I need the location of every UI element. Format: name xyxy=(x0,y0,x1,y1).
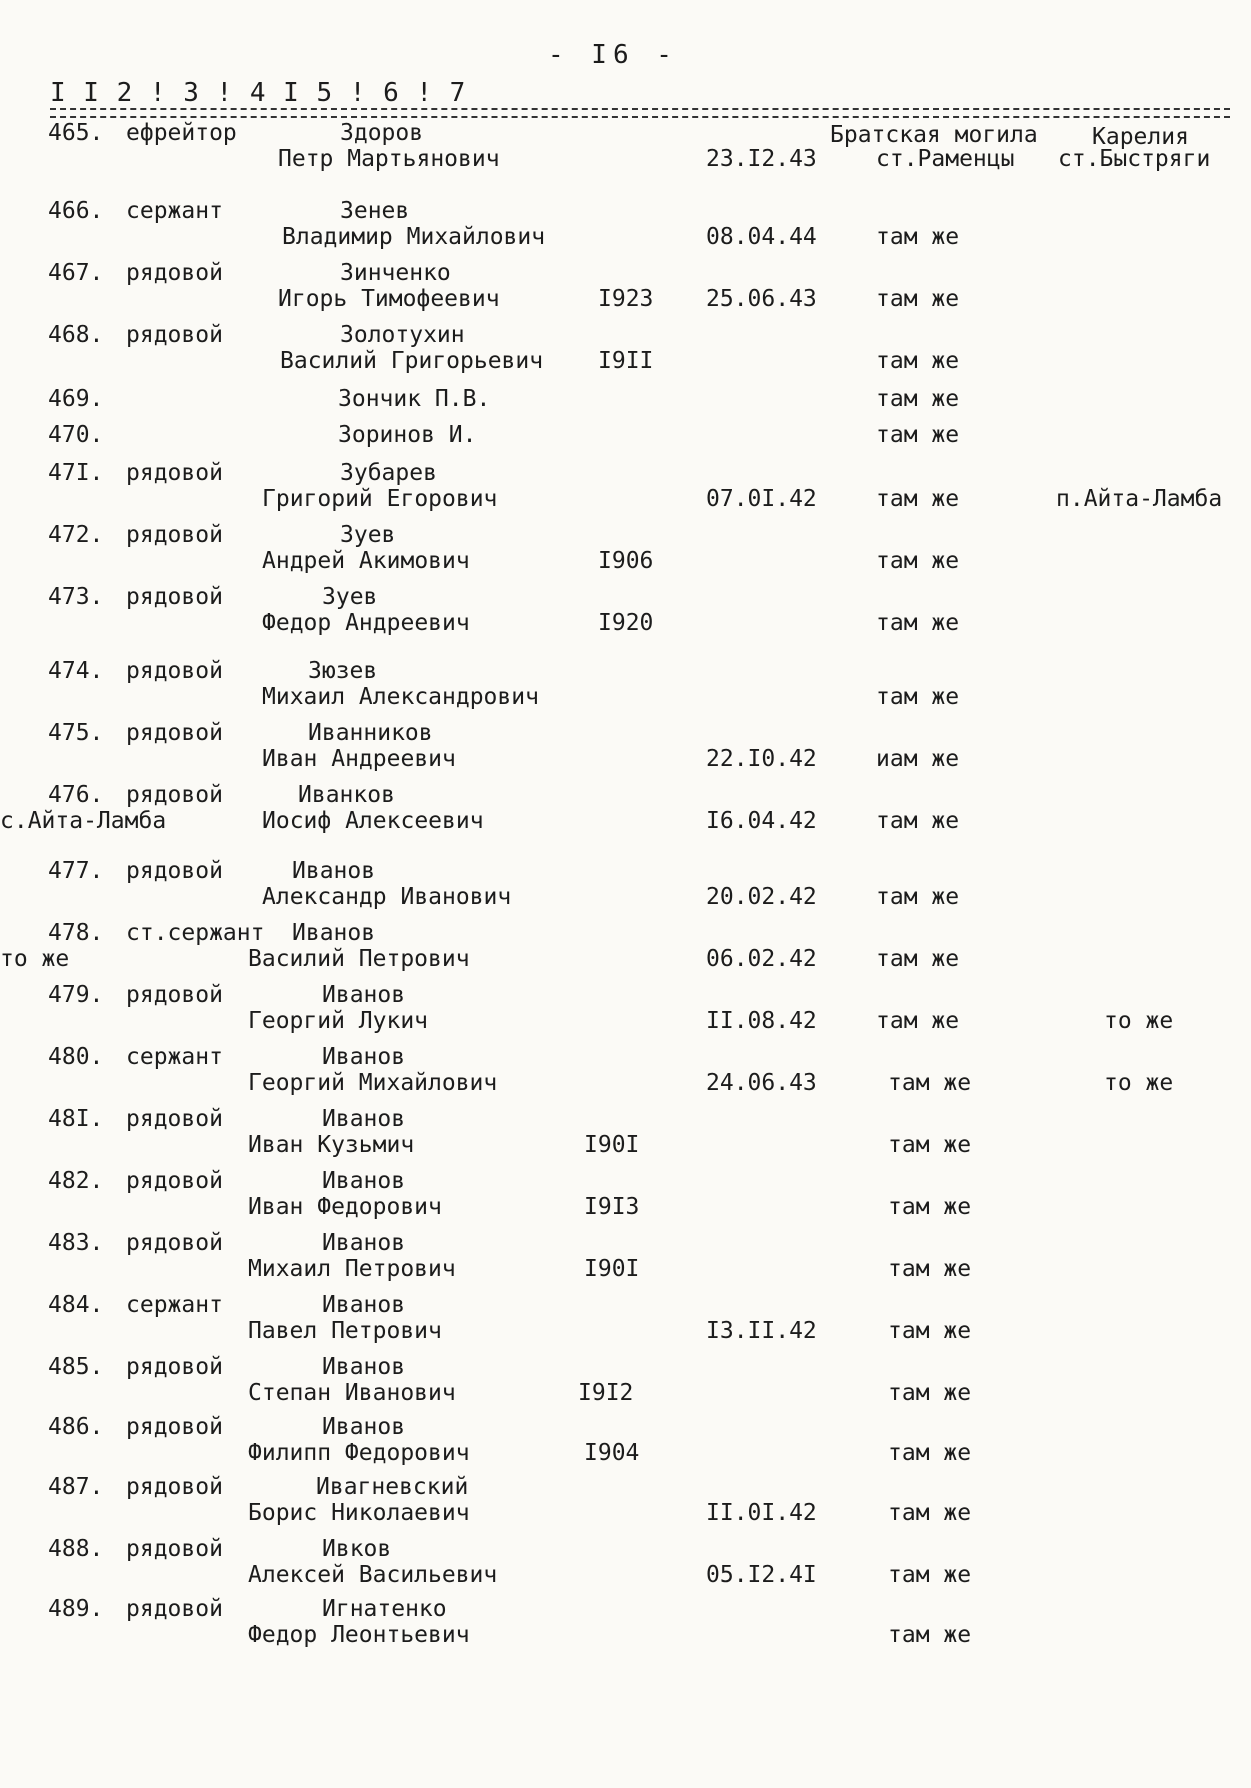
list-item xyxy=(0,782,1251,844)
entry-surname: Зуев xyxy=(322,584,378,610)
entry-burial-place: там же xyxy=(888,1070,972,1096)
entry-birth-year: I9I2 xyxy=(578,1380,634,1406)
entry-number: 473. xyxy=(48,584,104,610)
entry-surname: Иванов xyxy=(322,1044,406,1070)
entry-burial-place: там же xyxy=(876,348,960,374)
entry-number: 468. xyxy=(48,322,104,348)
entry-rank: рядовой xyxy=(126,1596,223,1622)
entry-rank: рядовой xyxy=(126,322,223,348)
entry-surname: Зубарев xyxy=(340,460,437,486)
entry-rank: рядовой xyxy=(126,522,223,548)
entry-rank: рядовой xyxy=(126,584,223,610)
entry-surname: Золотухин xyxy=(340,322,465,348)
entry-given-names: Григорий Егорович xyxy=(262,486,498,512)
entry-rank: сержант xyxy=(126,1044,223,1070)
entry-burial-place: там же xyxy=(876,610,960,636)
entry-given-names: Иван Кузьмич xyxy=(248,1132,415,1158)
entry-birth-year: I90I xyxy=(584,1256,640,1282)
entry-region: п.Айта-Ламба xyxy=(1056,486,1223,512)
entry-surname: Зюзев xyxy=(308,658,378,684)
entry-surname: Иванов xyxy=(322,1168,406,1194)
entry-burial-place: там же xyxy=(876,386,960,412)
entry-surname: Иванов xyxy=(292,858,376,884)
entry-burial-place: иам же xyxy=(876,746,960,772)
entry-rank: сержант xyxy=(126,198,223,224)
entry-number: 488. xyxy=(48,1536,104,1562)
list-item xyxy=(0,460,1251,522)
entry-birth-year: I906 xyxy=(598,548,654,574)
entry-death-date: I3.II.42 xyxy=(706,1318,817,1344)
entry-surname: Зенев xyxy=(340,198,410,224)
entry-birth-year: I923 xyxy=(598,286,654,312)
entry-surname: Иванов xyxy=(322,1414,406,1440)
entry-number: 486. xyxy=(48,1414,104,1440)
entry-burial-place: там же xyxy=(876,286,960,312)
entry-number: 474. xyxy=(48,658,104,684)
entry-number: 482. xyxy=(48,1168,104,1194)
entry-surname: Ивагневский xyxy=(316,1474,469,1500)
entry-given-names: Василий Григорьевич xyxy=(280,348,544,374)
entry-burial-place: там же xyxy=(876,946,960,972)
entry-burial-place: там же xyxy=(888,1562,972,1588)
entry-given-names: Георгий Лукич xyxy=(248,1008,429,1034)
entry-surname: Игнатенко xyxy=(322,1596,447,1622)
header-rule-lower xyxy=(50,116,1230,118)
entry-region: с.Айта-Ламба xyxy=(0,808,167,834)
entry-number: 467. xyxy=(48,260,104,286)
entry-region-header: Карелия xyxy=(1092,124,1189,150)
entry-death-date: 06.02.42 xyxy=(706,946,817,972)
entry-rank: рядовой xyxy=(126,1230,223,1256)
header-rule xyxy=(50,108,1230,110)
entry-burial-place: там же xyxy=(888,1500,972,1526)
list-item xyxy=(0,198,1251,260)
entry-number: 489. xyxy=(48,1596,104,1622)
entry-death-date: II.08.42 xyxy=(706,1008,817,1034)
entry-rank: рядовой xyxy=(126,720,223,746)
entry-number: 466. xyxy=(48,198,104,224)
entry-burial-place: там же xyxy=(876,808,960,834)
entry-region: то же xyxy=(1104,1008,1174,1034)
list-item xyxy=(0,1044,1251,1106)
entry-surname: Иванов xyxy=(322,1106,406,1132)
list-item xyxy=(0,1354,1251,1416)
entry-region: ст.Быстряги xyxy=(1058,146,1211,172)
list-item xyxy=(0,658,1251,720)
column-header-row: I I 2 ! 3 ! 4 I 5 ! 6 ! 7 xyxy=(50,78,467,108)
list-item xyxy=(0,1230,1251,1292)
entry-death-date: 20.02.42 xyxy=(706,884,817,910)
entry-given-names: Михаил Александрович xyxy=(262,684,539,710)
list-item xyxy=(0,920,1251,982)
entry-death-date: 07.0I.42 xyxy=(706,486,817,512)
entry-surname: Иванников xyxy=(308,720,433,746)
entry-burial-place: там же xyxy=(888,1318,972,1344)
entry-surname: Зоринов И. xyxy=(338,422,477,448)
entry-surname: Иванов xyxy=(322,982,406,1008)
entry-number: 487. xyxy=(48,1474,104,1500)
entry-rank: ст.сержант xyxy=(126,920,265,946)
entry-burial-place: там же xyxy=(876,224,960,250)
entry-given-names: Филипп Федорович xyxy=(248,1440,470,1466)
list-item xyxy=(0,1292,1251,1354)
entry-rank: рядовой xyxy=(126,260,223,286)
entry-surname: Зуев xyxy=(340,522,396,548)
list-item xyxy=(0,720,1251,782)
entry-death-date: 25.06.43 xyxy=(706,286,817,312)
entry-surname: Ивков xyxy=(322,1536,392,1562)
list-item xyxy=(0,858,1251,920)
entry-rank: рядовой xyxy=(126,782,223,808)
entry-given-names: Иван Федорович xyxy=(248,1194,442,1220)
entry-given-names: Борис Николаевич xyxy=(248,1500,470,1526)
entry-given-names: Александр Иванович xyxy=(262,884,512,910)
entry-burial-place: там же xyxy=(876,548,960,574)
entry-birth-year: I920 xyxy=(598,610,654,636)
entry-number: 48I. xyxy=(48,1106,104,1132)
entry-number: 480. xyxy=(48,1044,104,1070)
entry-surname: Здоров xyxy=(340,120,424,146)
list-item xyxy=(0,322,1251,384)
entry-given-names: Владимир Михайлович xyxy=(282,224,546,250)
entry-number: 472. xyxy=(48,522,104,548)
entry-death-date: 22.I0.42 xyxy=(706,746,817,772)
entry-number: 478. xyxy=(48,920,104,946)
entry-given-names: Иван Андреевич xyxy=(262,746,456,772)
entry-death-date: 23.I2.43 xyxy=(706,146,817,172)
entry-region: то же xyxy=(0,946,70,972)
entry-surname: Иванов xyxy=(322,1354,406,1380)
entry-birth-year: I904 xyxy=(584,1440,640,1466)
entry-birth-year: I9II xyxy=(598,348,654,374)
entry-surname: Иванов xyxy=(322,1292,406,1318)
entry-rank: рядовой xyxy=(126,1354,223,1380)
entry-birth-year: I90I xyxy=(584,1132,640,1158)
entry-burial-place: там же xyxy=(888,1132,972,1158)
entry-birth-year: I9I3 xyxy=(584,1194,640,1220)
entry-rank: рядовой xyxy=(126,858,223,884)
entry-rank: рядовой xyxy=(126,1414,223,1440)
entry-given-names: Алексей Васильевич xyxy=(248,1562,498,1588)
entry-given-names: Петр Мартьянович xyxy=(278,146,500,172)
list-item xyxy=(0,522,1251,584)
entry-number: 475. xyxy=(48,720,104,746)
list-item xyxy=(0,584,1251,646)
entry-death-date: I6.04.42 xyxy=(706,808,817,834)
entry-burial-place: там же xyxy=(888,1622,972,1648)
entry-rank: рядовой xyxy=(126,982,223,1008)
list-item xyxy=(0,1414,1251,1476)
entry-number: 469. xyxy=(48,386,104,412)
list-item xyxy=(0,1106,1251,1168)
entry-number: 484. xyxy=(48,1292,104,1318)
entry-surname: Иванов xyxy=(292,920,376,946)
list-item xyxy=(0,260,1251,322)
entry-number: 479. xyxy=(48,982,104,1008)
list-item xyxy=(0,1474,1251,1536)
entry-given-names: Михаил Петрович xyxy=(248,1256,456,1282)
entry-burial-place: там же xyxy=(876,1008,960,1034)
entry-region: то же xyxy=(1104,1070,1174,1096)
list-item xyxy=(0,1168,1251,1230)
entry-death-date: 08.04.44 xyxy=(706,224,817,250)
entry-rank: рядовой xyxy=(126,1474,223,1500)
entry-death-date: 05.I2.4I xyxy=(706,1562,817,1588)
entry-burial-header: Братская могила xyxy=(830,122,1038,148)
entry-death-date: 24.06.43 xyxy=(706,1070,817,1096)
entry-given-names: Василий Петрович xyxy=(248,946,470,972)
entry-given-names: Степан Иванович xyxy=(248,1380,456,1406)
entry-burial-place: там же xyxy=(876,486,960,512)
entry-number: 485. xyxy=(48,1354,104,1380)
list-item xyxy=(0,1536,1251,1598)
entry-given-names: Игорь Тимофеевич xyxy=(278,286,500,312)
entry-burial-place: там же xyxy=(888,1256,972,1282)
entry-burial-place: там же xyxy=(876,422,960,448)
entry-rank: рядовой xyxy=(126,658,223,684)
entry-death-date: II.0I.42 xyxy=(706,1500,817,1526)
entry-given-names: Федор Андреевич xyxy=(262,610,470,636)
entry-given-names: Павел Петрович xyxy=(248,1318,442,1344)
entry-burial-place: там же xyxy=(888,1380,972,1406)
entry-given-names: Георгий Михайлович xyxy=(248,1070,498,1096)
entry-surname: Зончик П.В. xyxy=(338,386,491,412)
list-item xyxy=(0,120,1251,182)
entry-burial-place: там же xyxy=(876,684,960,710)
entry-given-names: Федор Леонтьевич xyxy=(248,1622,470,1648)
entry-surname: Иванов xyxy=(322,1230,406,1256)
entry-burial-place: там же xyxy=(888,1440,972,1466)
entry-burial-place: ст.Раменцы xyxy=(876,146,1015,172)
entry-surname: Зинченко xyxy=(340,260,451,286)
entry-number: 476. xyxy=(48,782,104,808)
entry-burial-place: там же xyxy=(888,1194,972,1220)
entry-rank: рядовой xyxy=(126,1106,223,1132)
entry-given-names: Иосиф Алексеевич xyxy=(262,808,484,834)
entry-burial-place: там же xyxy=(876,884,960,910)
entry-rank: рядовой xyxy=(126,460,223,486)
entry-number: 465. xyxy=(48,120,104,146)
entry-number: 47I. xyxy=(48,460,104,486)
entry-rank: рядовой xyxy=(126,1536,223,1562)
entry-number: 470. xyxy=(48,422,104,448)
entry-given-names: Андрей Акимович xyxy=(262,548,470,574)
entry-rank: ефрейтор xyxy=(126,120,237,146)
entry-surname: Иванков xyxy=(298,782,395,808)
page-number: - I6 - xyxy=(548,40,678,70)
list-item xyxy=(0,1596,1251,1658)
entry-rank: сержант xyxy=(126,1292,223,1318)
entry-rank: рядовой xyxy=(126,1168,223,1194)
list-item xyxy=(0,982,1251,1044)
entry-number: 477. xyxy=(48,858,104,884)
entry-number: 483. xyxy=(48,1230,104,1256)
